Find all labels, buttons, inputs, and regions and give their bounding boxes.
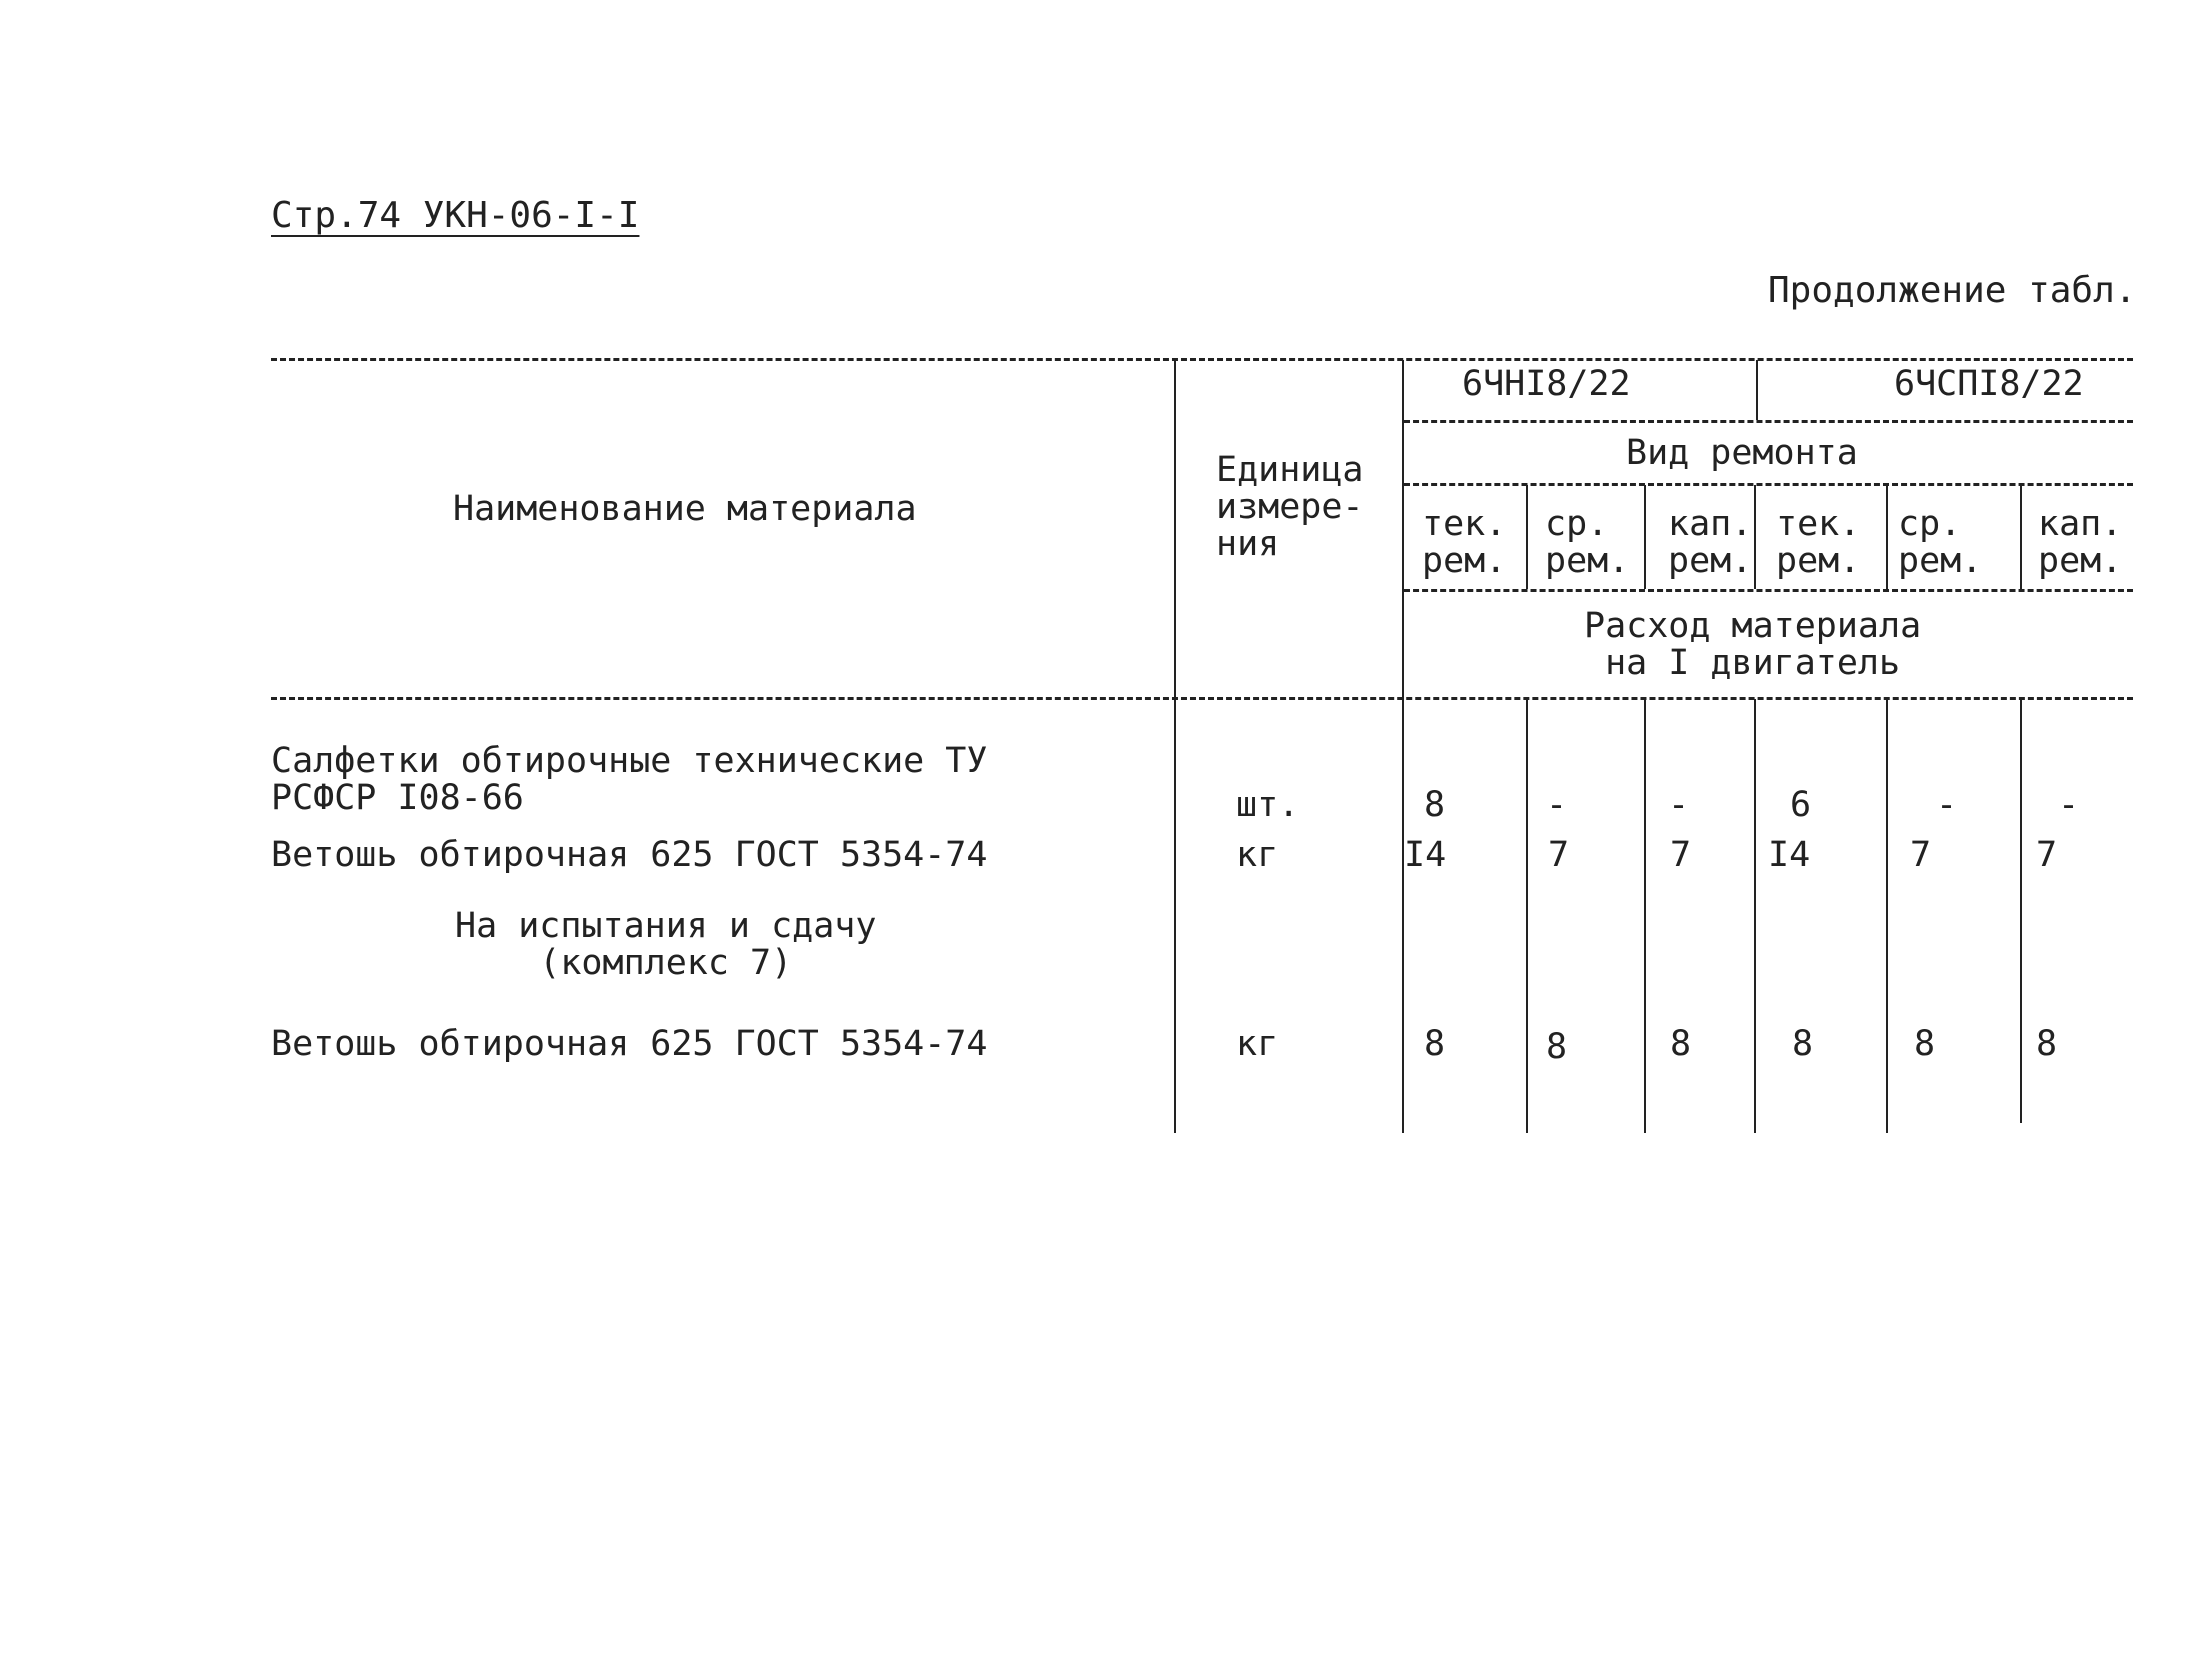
repair-col-divider-3-head	[1754, 485, 1756, 589]
repair-col-kap-2: кап. рем.	[2038, 504, 2123, 581]
section-row-1-unit: кг	[1236, 1024, 1279, 1064]
repair-col-divider-2-head	[1644, 485, 1646, 589]
table-row-1-unit: шт.	[1236, 785, 1300, 825]
repair-cols-rule	[1404, 589, 2133, 592]
repair-col-divider-5	[2020, 699, 2022, 1123]
table-row-2-unit: кг	[1236, 835, 1279, 875]
repair-col-tek-2: тек. рем.	[1776, 504, 1861, 581]
repair-col-kap-1: кап. рем.	[1668, 504, 1753, 581]
table-row-1-val-2: -	[1546, 785, 1568, 825]
section-row-1-name: Ветошь обтирочная 625 ГОСТ 5354-74	[271, 1024, 988, 1064]
section-row-1-val-3: 8	[1670, 1024, 1692, 1064]
table-top-rule	[271, 358, 2133, 361]
repair-col-divider-4-head	[1886, 485, 1888, 589]
table-row-2-name: Ветошь обтирочная 625 ГОСТ 5354-74	[271, 835, 988, 875]
table-row-1-val-6: -	[2058, 785, 2080, 825]
repair-col-tek-1: тек. рем.	[1422, 504, 1507, 581]
page-reference: Стр.74 УКН-06-I-I	[271, 195, 640, 236]
repair-col-divider-2	[1644, 699, 1646, 1133]
table-row-1-val-1: 8	[1424, 785, 1446, 825]
table-row-2-val-4: I4	[1768, 835, 1811, 875]
table-row-1-val-3: -	[1668, 785, 1690, 825]
repair-col-sr-1: ср. рем.	[1545, 504, 1630, 581]
section-row-1-val-1: 8	[1424, 1024, 1446, 1064]
engine-header-rule	[1404, 420, 2133, 423]
section-row-1-val-4: 8	[1792, 1024, 1814, 1064]
table-continuation-label: Продолжение табл.	[1768, 270, 2137, 311]
table-row-2-val-3: 7	[1670, 835, 1692, 875]
table-row-1-val-4: 6	[1790, 785, 1812, 825]
consumption-header: Расход материала на I двигатель	[1584, 606, 1922, 683]
table-row-2-val-1: I4	[1404, 835, 1447, 875]
table-row-1-val-5: -	[1936, 785, 1958, 825]
table-row-2-val-2: 7	[1548, 835, 1570, 875]
unit-col-divider	[1174, 360, 1176, 1133]
engine-divider	[1756, 360, 1758, 420]
table-row-1-name: Салфетки обтирочные технические ТУ РСФСР I08-66	[271, 741, 988, 818]
section-row-1-val-5: 8	[1914, 1024, 1936, 1064]
repair-col-divider-3	[1754, 699, 1756, 1133]
section-row-1-val-2: 8	[1546, 1027, 1568, 1067]
values-col-divider	[1402, 360, 1404, 1133]
repair-col-divider-5-head	[2020, 485, 2022, 589]
section-row-1-val-6: 8	[2036, 1024, 2058, 1064]
table-row-2-val-5: 7	[1910, 835, 1932, 875]
col-header-material: Наименование материала	[453, 489, 917, 529]
repair-col-divider-1	[1526, 699, 1528, 1133]
repair-col-sr-2: ср. рем.	[1898, 504, 1983, 581]
repair-type-rule	[1404, 483, 2133, 486]
engine-model-1: 6ЧНI8/22	[1462, 364, 1631, 404]
section-title: На испытания и сдачу (комплекс 7)	[455, 906, 877, 983]
table-row-2-val-6: 7	[2036, 835, 2058, 875]
engine-model-2: 6ЧСПI8/22	[1894, 364, 2084, 404]
repair-col-divider-1-head	[1526, 485, 1528, 589]
repair-type-header: Вид ремонта	[1626, 433, 1858, 473]
table-header-bottom-rule	[271, 697, 2133, 700]
repair-col-divider-4	[1886, 699, 1888, 1133]
col-header-unit: Единица измере- ния	[1216, 450, 1364, 564]
